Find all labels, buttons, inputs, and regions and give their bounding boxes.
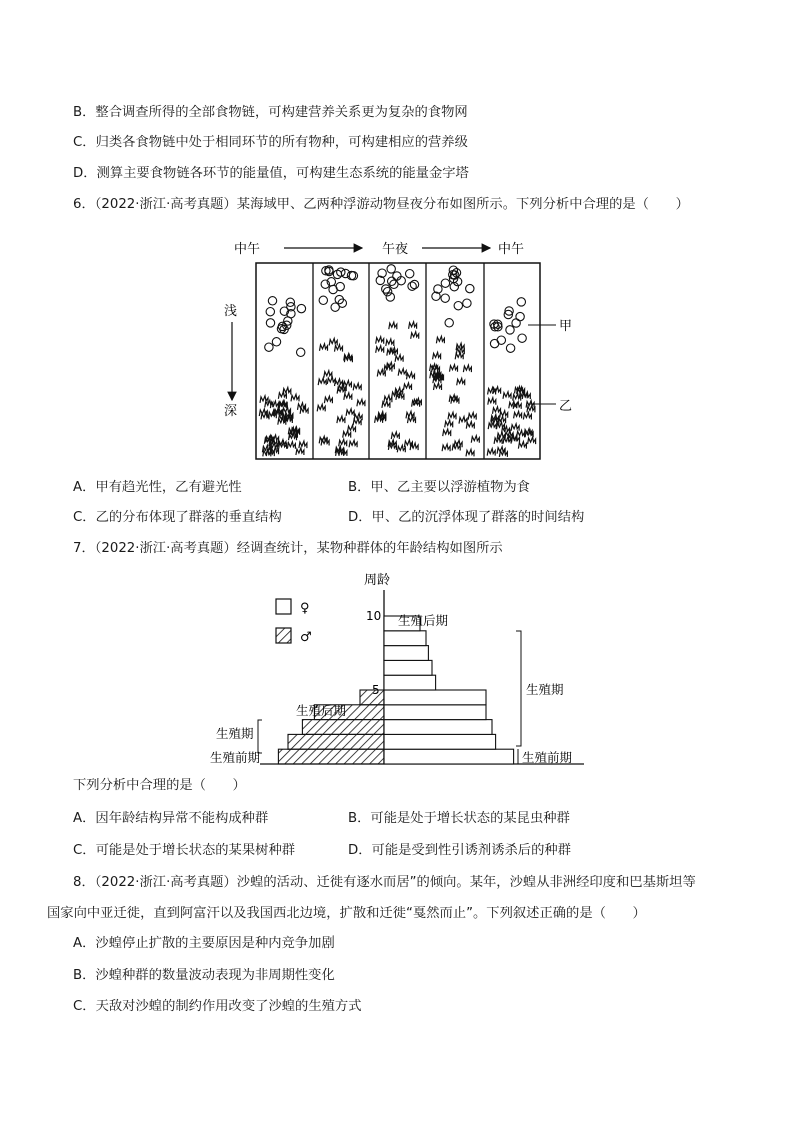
plankton-a-marker — [266, 308, 274, 316]
plankton-b-marker — [404, 383, 412, 390]
plankton-b-marker — [335, 345, 343, 352]
age-pyramid-figure — [200, 568, 590, 770]
plankton-a-marker — [466, 284, 474, 292]
plankton-a-marker — [490, 339, 498, 347]
plankton-b-marker — [348, 425, 356, 432]
plankton-b-marker — [376, 346, 384, 353]
plankton-b-marker — [299, 441, 307, 448]
plankton-a-marker — [463, 299, 471, 307]
plankton-b-marker — [411, 332, 419, 339]
tick-10: 10 — [366, 609, 382, 623]
q6-option-a: A．甲有趋光性，乙有避光性 — [73, 480, 242, 495]
male-bar — [302, 720, 384, 735]
plankton-b-marker — [517, 430, 525, 437]
depth-label-deep: 深 — [224, 404, 238, 419]
male-bar — [278, 749, 384, 764]
plankton-b-marker — [384, 395, 392, 402]
plankton-a-marker — [445, 319, 453, 327]
plankton-b-marker — [528, 437, 536, 444]
plankton-b-marker — [386, 339, 394, 346]
male-postreproductive-label: 生殖后期 — [296, 703, 347, 718]
plankton-b-marker — [324, 371, 332, 378]
plankton-a-marker — [331, 303, 339, 311]
plankton-a-marker — [518, 334, 526, 342]
age-bars — [278, 616, 513, 764]
plankton-b-marker — [468, 413, 476, 420]
legend-female-swatch — [276, 599, 291, 614]
plankton-a-marker — [319, 296, 327, 304]
time-label-midnight: 午夜 — [382, 242, 409, 257]
q7-option-d: D．可能是受到性引诱剂诱杀后的种群 — [348, 843, 571, 858]
plankton-a-marker — [454, 302, 462, 310]
plankton-a-marker — [268, 297, 276, 305]
female-bar — [384, 646, 428, 661]
plankton-b-marker — [522, 392, 530, 399]
plankton-b-marker — [337, 416, 345, 423]
female-postreproductive-label: 生殖后期 — [398, 613, 449, 628]
plankton-a-marker — [387, 265, 395, 273]
plankton-b-marker — [389, 322, 397, 329]
plankton-b-marker — [278, 392, 286, 399]
plankton-a-marker — [265, 343, 273, 351]
plankton-a-marker — [512, 319, 520, 327]
plankton-b-marker — [463, 365, 471, 372]
plankton-a-marker — [297, 348, 305, 356]
plankton-b-marker — [357, 399, 365, 406]
plankton-b-marker — [296, 448, 304, 455]
q6-option-b: B．甲、乙主要以浮游植物为食 — [348, 480, 530, 495]
plankton-b-marker — [436, 336, 444, 343]
plankton-b-marker — [317, 404, 325, 411]
plankton-b-marker — [493, 407, 501, 414]
plankton-b-marker — [391, 432, 399, 439]
depth-label-shallow: 浅 — [224, 304, 238, 319]
male-reproductive-label: 生殖期 — [216, 726, 254, 741]
plankton-b-marker — [488, 422, 496, 429]
plankton-b-marker — [327, 377, 335, 384]
legend-male-swatch — [276, 628, 291, 643]
female-bar — [384, 749, 514, 764]
plankton-b-marker — [442, 444, 450, 451]
plankton-b-marker — [518, 442, 526, 449]
female-bar — [384, 720, 492, 735]
q6-option-d: D．甲、乙的沉浮体现了群落的时间结构 — [348, 510, 585, 525]
time-label-noon-left: 中午 — [234, 242, 261, 257]
plankton-b-marker — [511, 424, 519, 431]
plankton-b-marker — [503, 392, 511, 399]
plankton-b-marker — [382, 401, 390, 408]
q6-option-c: C．乙的分布体现了群落的垂直结构 — [73, 510, 282, 525]
plankton-a-marker — [336, 282, 344, 290]
q5-option-d: D．测算主要食物链各环节的能量值，可构建生态系统的能量金字塔 — [73, 166, 469, 181]
plankton-b-marker — [409, 322, 417, 329]
plankton-a-marker — [266, 319, 274, 327]
q8-option-a: A．沙蝗停止扩散的主要原因是种内竞争加剧 — [73, 936, 335, 951]
plankton-b-marker — [499, 450, 507, 457]
plankton-b-marker — [471, 436, 479, 443]
q8-option-c: C．天敌对沙蝗的制约作用改变了沙蝗的生殖方式 — [73, 999, 362, 1014]
plankton-b-marker — [344, 393, 352, 400]
plankton-a-marker — [408, 282, 416, 290]
q7-stem: 7．（2022·浙江·高考真题）经调查统计，某物种群体的年龄结构如图所示 — [73, 541, 503, 556]
plankton-markers — [259, 265, 535, 457]
plankton-b-marker — [324, 396, 332, 403]
plankton-b-marker — [459, 417, 467, 424]
plankton-b-marker — [448, 412, 456, 419]
plankton-b-marker — [457, 378, 465, 385]
plankton-a-marker — [506, 344, 514, 352]
plankton-b-marker — [523, 413, 531, 420]
plankton-a-marker — [386, 293, 394, 301]
female-bar — [384, 705, 486, 720]
plankton-a-marker — [516, 312, 524, 320]
female-bar — [384, 675, 436, 690]
male-prereproductive-label: 生殖前期 — [210, 750, 261, 765]
plankton-a-marker — [432, 292, 440, 300]
male-bar — [288, 734, 384, 749]
plankton-b-marker — [514, 411, 522, 418]
plankton-b-marker — [346, 409, 354, 416]
plankton-b-marker — [291, 394, 299, 401]
plankton-a-marker — [383, 288, 391, 296]
q7-option-c: C．可能是处于增长状态的某果树种群 — [73, 843, 296, 858]
plankton-a-marker — [272, 338, 280, 346]
q5-option-c: C．归类各食物链中处于相同环节的所有物种，可构建相应的营养级 — [73, 135, 468, 150]
plankton-b-marker — [343, 381, 351, 388]
plankton-a-marker — [297, 304, 305, 312]
legend-female-symbol: ♀ — [300, 601, 310, 616]
plankton-b-marker — [349, 440, 357, 447]
plankton-b-marker — [339, 439, 347, 446]
plankton-a-marker — [406, 270, 414, 278]
female-bar — [384, 631, 426, 646]
legend-male-symbol: ♂ — [300, 630, 312, 645]
plankton-b-marker — [487, 449, 495, 456]
female-bar — [384, 690, 486, 705]
plankton-b-marker — [488, 398, 496, 405]
female-prereproductive-label: 生殖前期 — [522, 750, 573, 765]
q7-option-a: A．因年龄结构异常不能构成种群 — [73, 811, 269, 826]
plankton-b-marker — [443, 429, 451, 436]
y-axis-label: 周龄 — [364, 573, 391, 588]
plankton-b-marker — [452, 444, 460, 451]
plankton-b-marker — [329, 339, 337, 346]
plankton-b-marker — [376, 337, 384, 344]
plankton-b-marker — [287, 442, 295, 449]
q8-option-b: B．沙蝗种群的数量波动表现为非周期性变化 — [73, 968, 335, 983]
plankton-b-marker — [395, 355, 403, 362]
plankton-a-marker — [441, 294, 449, 302]
plankton-b-marker — [407, 372, 415, 379]
plankton-b-marker — [445, 420, 453, 427]
plankton-distribution-figure — [222, 232, 582, 462]
q8-stem-line2: 国家向中亚迁徙，直到阿富汗以及我国西北边境，扩散和迁徙“戛然而止”。下列叙述正确的是（ ） — [47, 906, 646, 921]
plankton-a-marker — [506, 326, 514, 334]
female-reproductive-label: 生殖期 — [526, 682, 564, 697]
plankton-b-marker — [494, 437, 502, 444]
plankton-b-marker — [512, 435, 520, 442]
plankton-b-marker — [260, 396, 268, 403]
q6-stem: 6．（2022·浙江·高考真题）某海域甲、乙两种浮游动物昼夜分布如图所示。下列分析中合理的是（ ） — [73, 197, 689, 212]
species-label-b: 乙 — [559, 399, 573, 414]
plankton-a-marker — [517, 298, 525, 306]
plankton-a-marker — [441, 279, 449, 287]
time-label-noon-right: 中午 — [498, 242, 525, 257]
plankton-b-marker — [343, 431, 351, 438]
species-label-a: 甲 — [559, 319, 573, 334]
plankton-b-marker — [320, 344, 328, 351]
plankton-b-marker — [450, 365, 458, 372]
plankton-b-marker — [434, 383, 442, 390]
plankton-b-marker — [433, 352, 441, 359]
q5-option-b: B．整合调查所得的全部食物链，可构建营养关系更为复杂的食物网 — [73, 105, 468, 120]
plankton-b-marker — [318, 378, 326, 385]
plankton-b-marker — [466, 449, 474, 456]
q7-option-b: B．可能是处于增长状态的某昆虫种群 — [348, 811, 570, 826]
plankton-b-marker — [398, 369, 406, 376]
male-bar — [360, 690, 384, 705]
plankton-b-marker — [353, 383, 361, 390]
female-bar — [384, 660, 432, 675]
female-bar — [384, 734, 496, 749]
q7-question: 下列分析中合理的是（ ） — [73, 778, 246, 793]
q8-stem-line1: 8．（2022·浙江·高考真题）沙蝗的活动、迁徙有逐水而居”的倾向。某年，沙蝗从非洲经印度和巴基斯坦等 — [73, 875, 696, 890]
